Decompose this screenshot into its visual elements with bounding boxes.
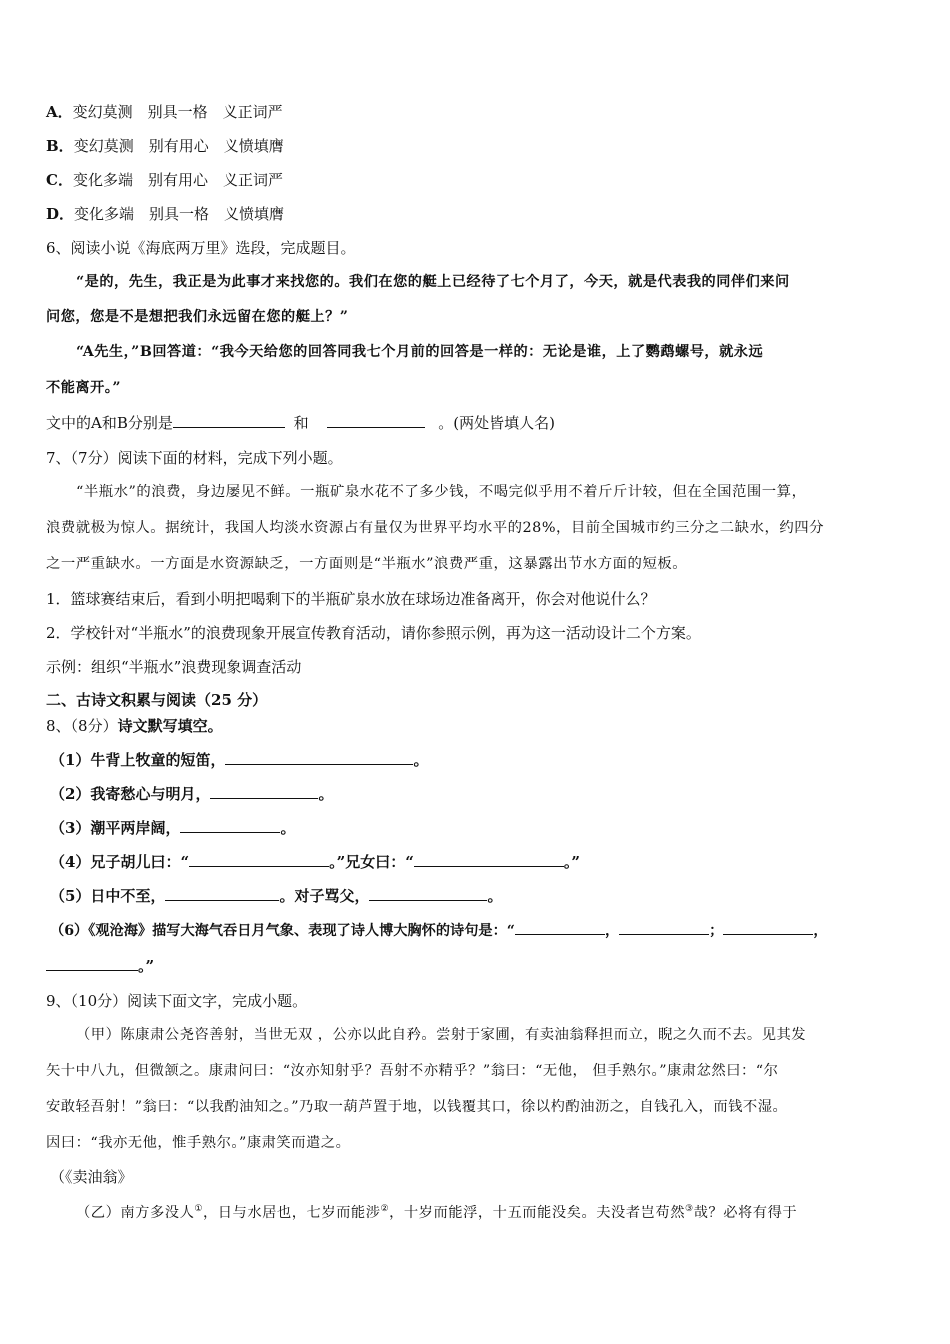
answer-blank[interactable] [173,413,285,428]
option-c: C．变化多端 别有用心 义正词严 [46,171,283,189]
q9-passage-line: （乙）南方多没人①，日与水居也，七岁而能涉②，十岁而能浮，十五而能没矣。夫没者岂苟然③哉？必将有得于 [76,1204,798,1221]
option-b: B．变幻莫测 别有用心 义愤填膺 [46,137,284,155]
q7-subquestion-2: 2．学校针对“半瓶水”的浪费现象开展宣传教育活动，请你参照示例，再为这一活动设计二个方案。 [46,624,701,642]
q7-subquestion-1: 1．篮球赛结束后，看到小明把喝剩下的半瓶矿泉水放在球场边准备离开，你会对他说什么？ [46,590,656,608]
q8-item-3: （3）潮平两岸阔， 。 [50,819,296,837]
answer-blank[interactable] [225,750,413,765]
answer-blank[interactable] [327,413,425,428]
q8-title: 8、（8分）诗文默写填空。 [46,717,223,735]
q8-item-2: （2）我寄愁心与明月， 。 [50,785,334,803]
option-a: A．变幻莫测 别具一格 义正词严 [46,103,283,121]
q6-question: 文中的A和B分别是 和 。(两处皆填人名) [46,414,555,432]
q9-title: 9、（10分）阅读下面文字，完成小题。 [46,992,308,1010]
answer-blank[interactable] [369,886,487,901]
answer-blank[interactable] [165,886,279,901]
answer-blank[interactable] [723,920,813,935]
q7-title: 7、（7分）阅读下面的材料，完成下列小题。 [46,449,343,467]
q8-item-4: （4）兄子胡儿曰：“ 。”兄女曰：“ 。” [50,853,580,871]
q9-passage-line: 因曰：“我亦无他，惟手熟尔。”康肃笑而遣之。 [46,1135,351,1151]
q6-passage-line: 问您，您是不是想把我们永远留在您的艇上？” [46,309,349,325]
answer-blank[interactable] [619,920,709,935]
q6-title: 6、阅读小说《海底两万里》选段，完成题目。 [46,239,356,257]
answer-blank[interactable] [210,784,318,799]
q6-passage-line: “是的，先生，我正是为此事才来找您的。我们在您的艇上已经待了七个月了，今天，就是代表我的同伴们来问 [76,274,790,290]
q9-passage-line: （甲）陈康肃公尧咨善射，当世无双 ，公亦以此自矜。尝射于家圃，有卖油翁释担而立，睨之久而不去。见其发 [76,1027,807,1043]
q6-passage-line: “A先生，”B回答道：“我今天给您的回答同我七个月前的回答是一样的：无论是谁，上了鹦鹉螺号，就永远 [76,344,764,360]
q6-passage-line: 不能离开。” [46,380,121,396]
answer-blank[interactable] [180,818,280,833]
q8-item-1: （1）牛背上牧童的短笛， 。 [50,751,429,769]
q7-example: 示例：组织“半瓶水”浪费现象调查活动 [46,658,302,676]
q9-source: （《卖油翁》 [50,1168,133,1186]
q7-material-line: 浪费就极为惊人。据统计，我国人均淡水资源占有量仅为世界平均水平的28%，目前全国城市约三分之二缺水，约四分 [46,520,825,536]
q8-item-6-continued: 。” [46,956,154,976]
q9-passage-line: 矢十中八九，但微颔之。康肃问曰：“汝亦知射乎？吾射不亦精乎？”翁曰：“无他， 但手熟尔。”康肃忿然曰：“尔 [46,1063,779,1079]
q8-item-6: （6）《观沧海》描写大海气吞日月气象、表现了诗人博大胸怀的诗句是：“ ， ； ， [50,920,828,941]
answer-blank[interactable] [414,852,564,867]
option-d: D．变化多端 别具一格 义愤填膺 [46,205,285,223]
section-heading: 二、古诗文积累与阅读（25 分） [46,691,268,709]
q8-item-5: （5）日中不至， 。对子骂父， 。 [50,887,503,905]
q7-material-line: “半瓶水”的浪费，身边屡见不鲜。一瓶矿泉水花不了多少钱，不喝完似乎用不着斤斤计较，但在全国范围一算， [76,484,807,500]
q7-material-line: 之一严重缺水。一方面是水资源缺乏，一方面则是“半瓶水”浪费严重，这暴露出节水方面的短板。 [46,556,688,572]
q9-passage-line: 安敢轻吾射！”翁曰：“以我酌油知之。”乃取一葫芦置于地，以钱覆其口，徐以杓酌油沥之，自钱孔入，而钱不湿。 [46,1099,788,1115]
answer-blank[interactable] [189,852,329,867]
answer-blank[interactable] [46,956,138,971]
answer-blank[interactable] [515,920,605,935]
